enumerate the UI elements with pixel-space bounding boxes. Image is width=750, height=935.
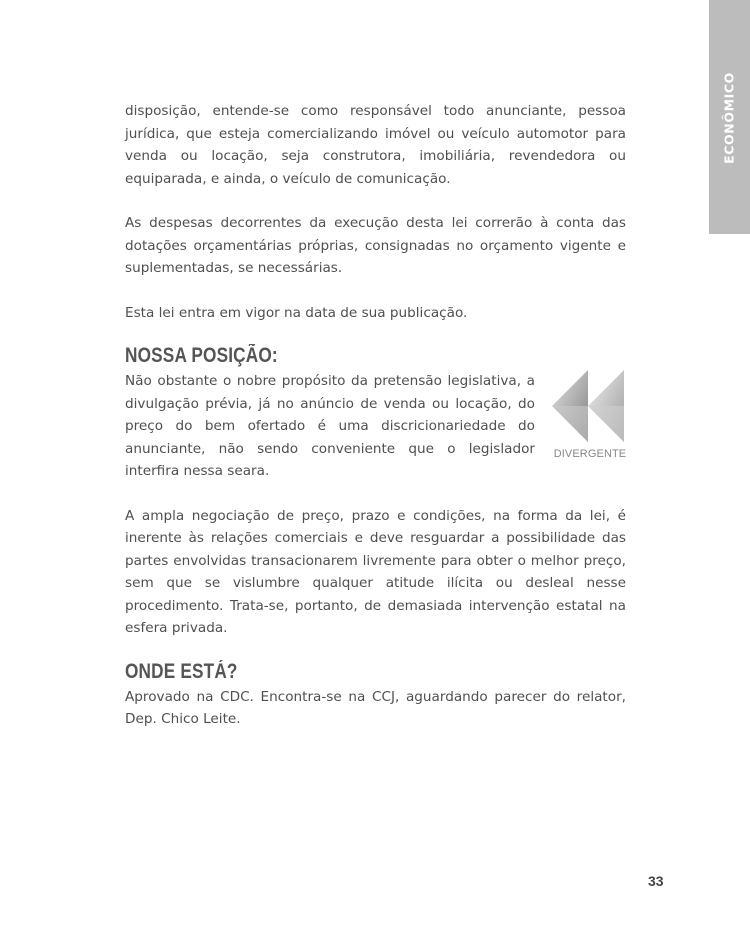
page-number: 33 bbox=[648, 873, 664, 889]
paragraph-effective-date: Esta lei entra em vigor na data de sua publicação. bbox=[125, 304, 468, 321]
nossa-posicao-title: NOSSA POSIÇÃO: bbox=[125, 344, 278, 367]
position-paragraph-2: A ampla negociação de preço, prazo e condições, na forma da lei, é inerente às relações comerciais e deve resguardar a possibilidade das partes envolvidas transacionarem livremente para obter o melhor preço, sem que se vislumbre qualquer atitude ilícita ou desleal nesse procedimento. Trata-se, portanto, de demasiada intervenção estatal na esfera privada. bbox=[125, 507, 626, 636]
divergent-label: DIVERGENTE bbox=[553, 448, 627, 460]
page-content bbox=[125, 100, 626, 731]
onde-esta-title: ONDE ESTÁ? bbox=[125, 659, 238, 683]
section-side-tab bbox=[709, 0, 750, 234]
double-left-arrow-icon bbox=[550, 368, 626, 444]
position-block bbox=[125, 370, 626, 483]
paragraph-responsibility: disposição, entende-se como responsável todo anunciante, pessoa jurídica, que esteja comercializando imóvel ou veículo automotor para venda ou locação, seja construtora, imobiliária, revendedora ou equiparada, e ainda, o veículo de comunicação. bbox=[125, 103, 626, 187]
status-paragraph: Aprovado na CDC. Encontra-se na CCJ, aguardando parecer do relator, Dep. Chico Leite. bbox=[125, 688, 626, 727]
divergent-badge bbox=[550, 368, 626, 464]
position-paragraph: Não obstante o nobre propósito da pretensão legislativa, a divulgação prévia, já no anúncio de venda ou locação, do preço do bem ofertado é uma discricionariedade do anunciante, não sendo conveniente que o legislador interfira nessa seara. bbox=[125, 373, 535, 479]
section-tab-label: ECONÔMICO bbox=[721, 72, 737, 164]
paragraph-expenses: As despesas decorrentes da execução desta lei correrão à conta das dotações orçamentárias próprias, consignadas no orçamento vigente e suplementadas, se necessárias. bbox=[125, 215, 626, 276]
